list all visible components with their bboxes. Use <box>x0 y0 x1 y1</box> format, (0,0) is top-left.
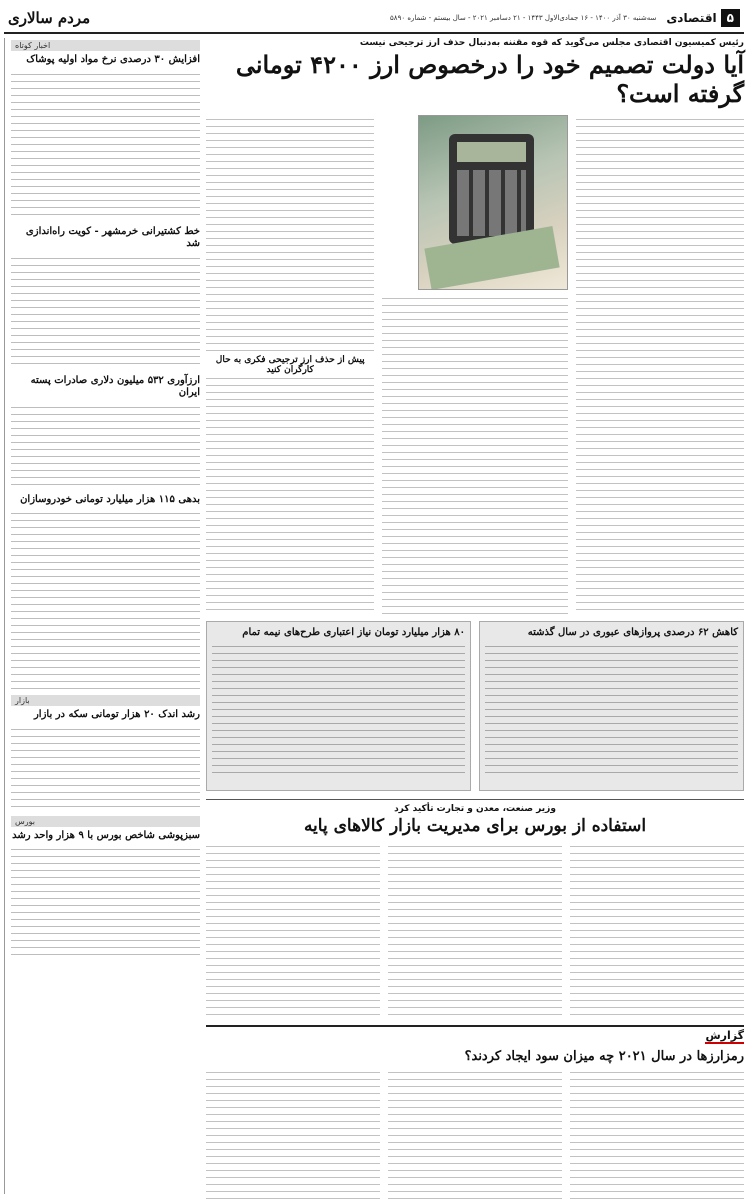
second-kicker: وزیر صنعت، معدن و تجارت تأکید کرد <box>394 803 556 814</box>
main-content <box>206 38 744 1194</box>
section-tag <box>666 9 740 27</box>
brief-item <box>11 375 200 488</box>
report-headline: رمزارزها در سال ۲۰۲۱ چه میزان سود ایجاد کردند؟ <box>464 1048 744 1064</box>
article-column <box>570 1068 744 1200</box>
lead-article <box>206 115 744 615</box>
second-headline: استفاده از بورس برای مدیریت بازار کالاهای پایه <box>303 815 647 836</box>
sidebar-label: بورس <box>11 816 200 827</box>
news-briefs-sidebar <box>4 38 200 1194</box>
newspaper-logo: مردم سالاری <box>8 9 91 27</box>
brief-title: افزایش ۳۰ درصدی نرخ مواد اولیه پوشاک <box>26 54 200 65</box>
brief-item <box>11 830 200 956</box>
boxed-articles <box>206 621 744 791</box>
brief-title: ارزآوری ۵۳۲ میلیون دلاری صادرات پسته ایران <box>30 374 200 398</box>
article-column-photo <box>382 115 567 615</box>
calculator-money-photo <box>418 115 568 290</box>
article-column <box>388 842 562 1017</box>
lead-subhead: پیش از حذف ارز ترجیحی فکری به حال کارگران کنید <box>206 355 374 375</box>
masthead <box>4 4 744 34</box>
sidebar-label: بازار <box>11 695 200 706</box>
brief-item <box>11 226 200 369</box>
lead-kicker: رئیس کمیسیون اقتصادی مجلس می‌گوید که قوه مقننه به‌دنبال حذف ارز ترجیحی نیست <box>359 38 744 48</box>
page-number: ۵ <box>721 9 740 27</box>
brief-title: بدهی ۱۱۵ هزار میلیارد تومانی خودروسازان <box>20 493 200 505</box>
article-column <box>576 115 744 615</box>
brief-title: خط کشتیرانی خرمشهر - کویت راه‌اندازی شد <box>25 225 200 249</box>
lead-headline: آیا دولت تصمیم خود را درخصوص ارز ۴۲۰۰ تومانی گرفته است؟ <box>235 50 744 108</box>
article-column <box>206 1068 380 1200</box>
brief-item <box>11 54 200 220</box>
article-column <box>206 842 380 1017</box>
brief-item <box>11 494 200 690</box>
box-title: ۸۰ هزار میلیارد تومان نیاز اعتباری طرح‌های نیمه تمام <box>242 626 465 638</box>
box-title: کاهش ۶۲ درصدی پروازهای عبوری در سال گذشته <box>527 626 738 638</box>
article-column <box>388 1068 562 1200</box>
article-column <box>382 294 567 615</box>
article-column <box>206 115 374 615</box>
brief-title: رشد اندک ۲۰ هزار تومانی سکه در بازار <box>33 709 200 720</box>
issue-line: سه‌شنبه ۳۰ آذر ۱۴۰۰ - ۱۶ جمادی‌الاول ۱۴۴۳ - ۲۱ دسامبر ۲۰۲۱ - سال بیستم - شماره ۵۸۹۰ <box>390 14 657 22</box>
section-name: اقتصادی <box>666 11 717 25</box>
box-projects <box>206 621 471 791</box>
report-label: گزارش <box>705 1028 744 1042</box>
sidebar-label: اخبار کوتاه <box>11 40 200 51</box>
article-column <box>570 842 744 1017</box>
report-section <box>206 1025 744 1200</box>
second-article <box>206 799 744 1017</box>
brief-title: سبزپوشی شاخص بورس با ۹ هزار واحد رشد <box>12 829 200 841</box>
calculator-icon <box>449 134 534 244</box>
box-flights <box>479 621 744 791</box>
brief-item <box>11 709 200 810</box>
